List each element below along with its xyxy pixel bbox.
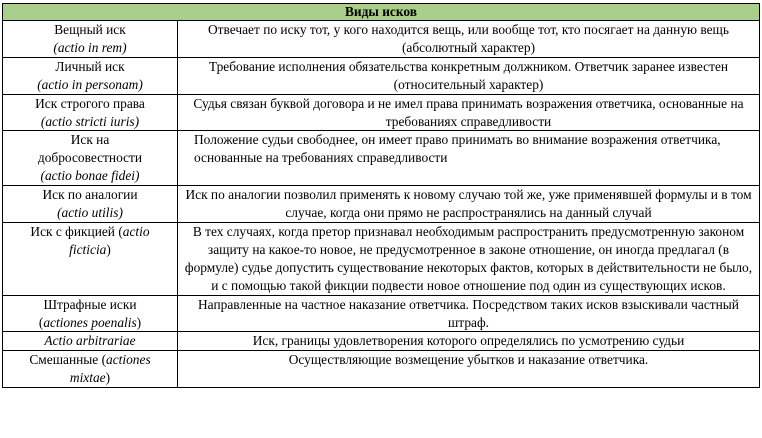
claim-definition-cell: Осуществляющие возмещение убытков и наказание ответчика. bbox=[178, 351, 760, 388]
claim-name-line: Иск по аналогии bbox=[42, 187, 138, 203]
claim-definition-cell: Судья связан буквой договора и не имел права принимать возражения ответчика, основанные на требованиях справедливости bbox=[178, 94, 760, 131]
claim-definition-cell: Положение судьи свободнее, он имеет право принимать во внимание возражения ответчика, основанные на требованиях справедливости bbox=[178, 131, 760, 186]
claim-name-line: (actiones poenalis) bbox=[38, 314, 142, 330]
claim-name-line: ficticia) bbox=[69, 241, 111, 257]
claim-name-line: (actio in personam) bbox=[37, 76, 143, 92]
claim-name-cell bbox=[3, 186, 178, 223]
claim-name-line: Смешанные (actiones bbox=[29, 352, 151, 368]
claim-definition-cell: Требование исполнения обязательства конкретным должником. Ответчик заранее известен (относительный характер) bbox=[178, 57, 760, 94]
table-row bbox=[3, 295, 760, 332]
table-row bbox=[3, 94, 760, 131]
table-row bbox=[3, 351, 760, 388]
claim-name-line: Иск строгого права bbox=[35, 95, 145, 111]
claim-name-cell bbox=[3, 222, 178, 295]
table-row bbox=[3, 131, 760, 186]
claim-name-line: (actio utilis) bbox=[57, 205, 123, 221]
claim-name-line: (actio bonae fidei) bbox=[40, 168, 140, 184]
claim-name-cell bbox=[3, 351, 178, 388]
claim-name-line: Личный иск bbox=[55, 58, 125, 74]
claim-name-line: Иск с фикцией (actio bbox=[30, 223, 150, 239]
table-row bbox=[3, 332, 760, 351]
claim-name-cell bbox=[3, 94, 178, 131]
claim-definition-cell: Отвечает по иску тот, у кого находится вещь, или вообще тот, кто посягает на данную вещь (абсолютный характер) bbox=[178, 21, 760, 58]
claim-name-cell bbox=[3, 131, 178, 186]
table-row bbox=[3, 57, 760, 94]
claim-name-line: добросовестности bbox=[37, 150, 143, 166]
claim-name-cell bbox=[3, 21, 178, 58]
claim-definition-cell: Иск, границы удовлетворения которого определялись по усмотрению судьи bbox=[178, 332, 760, 351]
claim-name-line: Вещный иск bbox=[54, 22, 126, 37]
claim-definition-cell: В тех случаях, когда претор признавал необходимым распространить предусмотренную законом защиту на какое-то новое, не предусмотренное в законе отношение, он иногда предлагал (в формуле) судье допустить существование некоторых фактов, которых в действительности не было, и с помощью такой фикции подвести новое отношение под один из существующих исков. bbox=[178, 222, 760, 295]
table-row bbox=[3, 21, 760, 58]
table-title: Виды исков bbox=[3, 4, 760, 21]
table-row bbox=[3, 186, 760, 223]
claim-name-line: Actio arbitrariae bbox=[44, 333, 136, 349]
claim-name-line: mixtae) bbox=[69, 370, 111, 386]
claims-table bbox=[2, 3, 760, 388]
claim-name-line: Штрафные иски bbox=[43, 296, 137, 312]
claim-name-line: (actio in rem) bbox=[53, 39, 127, 55]
table-header-row bbox=[3, 4, 760, 21]
claim-name-cell bbox=[3, 332, 178, 351]
claim-definition-cell: Направленные на частное наказание ответчика. Посредством таких исков взыскивали частный штраф. bbox=[178, 295, 760, 332]
claim-name-cell bbox=[3, 295, 178, 332]
table-row bbox=[3, 222, 760, 295]
claim-name-cell bbox=[3, 57, 178, 94]
claim-name-line: Иск на bbox=[70, 132, 110, 148]
claim-definition-cell: Иск по аналогии позволил применять к новому случаю той же, уже применявшей формулы и в том случае, когда они прямо не распространялись на данный случай bbox=[178, 186, 760, 223]
claim-name-line: (actio stricti iuris) bbox=[40, 113, 140, 129]
